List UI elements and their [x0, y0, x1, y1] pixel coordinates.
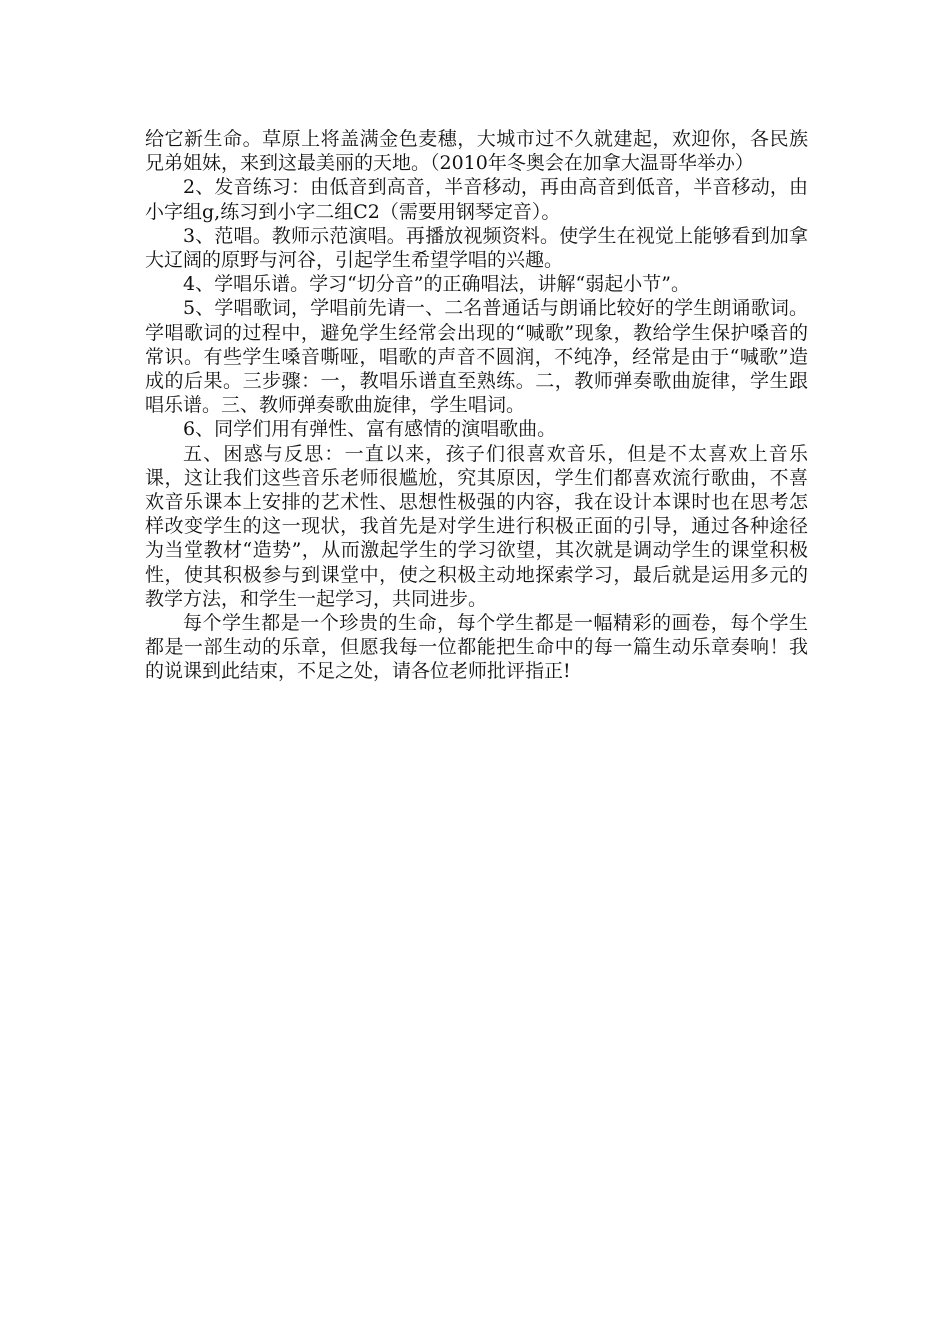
paragraph-learn-lyrics: 5、学唱歌词，学唱前先请一、二名普通话与朗诵比较好的学生朗诵歌词。学唱歌词的过程中，避免学生经常会出现的“喊歌”现象，教给学生保护嗓音的常识。有些学生嗓音嘶哑，唱歌的声音不圆润，不纯净，经常是由于“喊歌”造成的后果。三步骤：一，教唱乐谱直至熟练。二，教师弹奏歌曲旋律，学生跟唱乐谱。三、教师弹奏歌曲旋律，学生唱词。: [145, 297, 808, 417]
paragraph-learn-score: 4、学唱乐谱。学习“切分音”的正确唱法，讲解“弱起小节”。: [183, 273, 690, 296]
paragraph-demonstration: 3、范唱。教师示范演唱。再播放视频资料。使学生在视觉上能够看到加拿大辽阔的原野与河谷，引起学生希望学唱的兴趣。: [145, 224, 808, 272]
paragraph-vocal-practice: 2、发音练习：由低音到高音，半音移动，再由高音到低音，半音移动，由小字组g,练习到小字二组C2（需要用钢琴定音）。: [145, 176, 808, 223]
paragraph-reflection: 五、困惑与反思：一直以来，孩子们很喜欢音乐，但是不太喜欢上音乐课，这让我们这些音乐老师很尴尬，究其原因，学生们都喜欢流行歌曲，不喜欢音乐课本上安排的艺术性、思想性极强的内容，我在设计本课时也在思考怎样改变学生的这一现状，我首先是对学生进行积极正面的引导，通过各种途径为当堂教材“造势”，从而激起学生的学习欲望，其次就是调动学生的课堂积极性，使其积极参与到课堂中，使之积极主动地探索学习，最后就是运用多元的教学方法，和学生一起学习，共同进步。: [145, 442, 808, 610]
paragraph-performance: 6、同学们用有弹性、富有感情的演唱歌曲。: [183, 418, 557, 441]
paragraph-closing: 每个学生都是一个珍贵的生命，每个学生都是一幅精彩的画卷，每个学生都是一部生动的乐章，但愿我每一位都能把生命中的每一篇生动乐章奏响！我的说课到此结束，不足之处，请各位老师批评指正!: [145, 612, 808, 683]
document-body: [145, 127, 808, 684]
paragraph-song-lyrics-end: 给它新生命。草原上将盖满金色麦穗，大城市过不久就建起，欢迎你，各民族兄弟姐妹，来到这最美丽的天地。（2010年冬奥会在加拿大温哥华举办）: [145, 128, 808, 175]
